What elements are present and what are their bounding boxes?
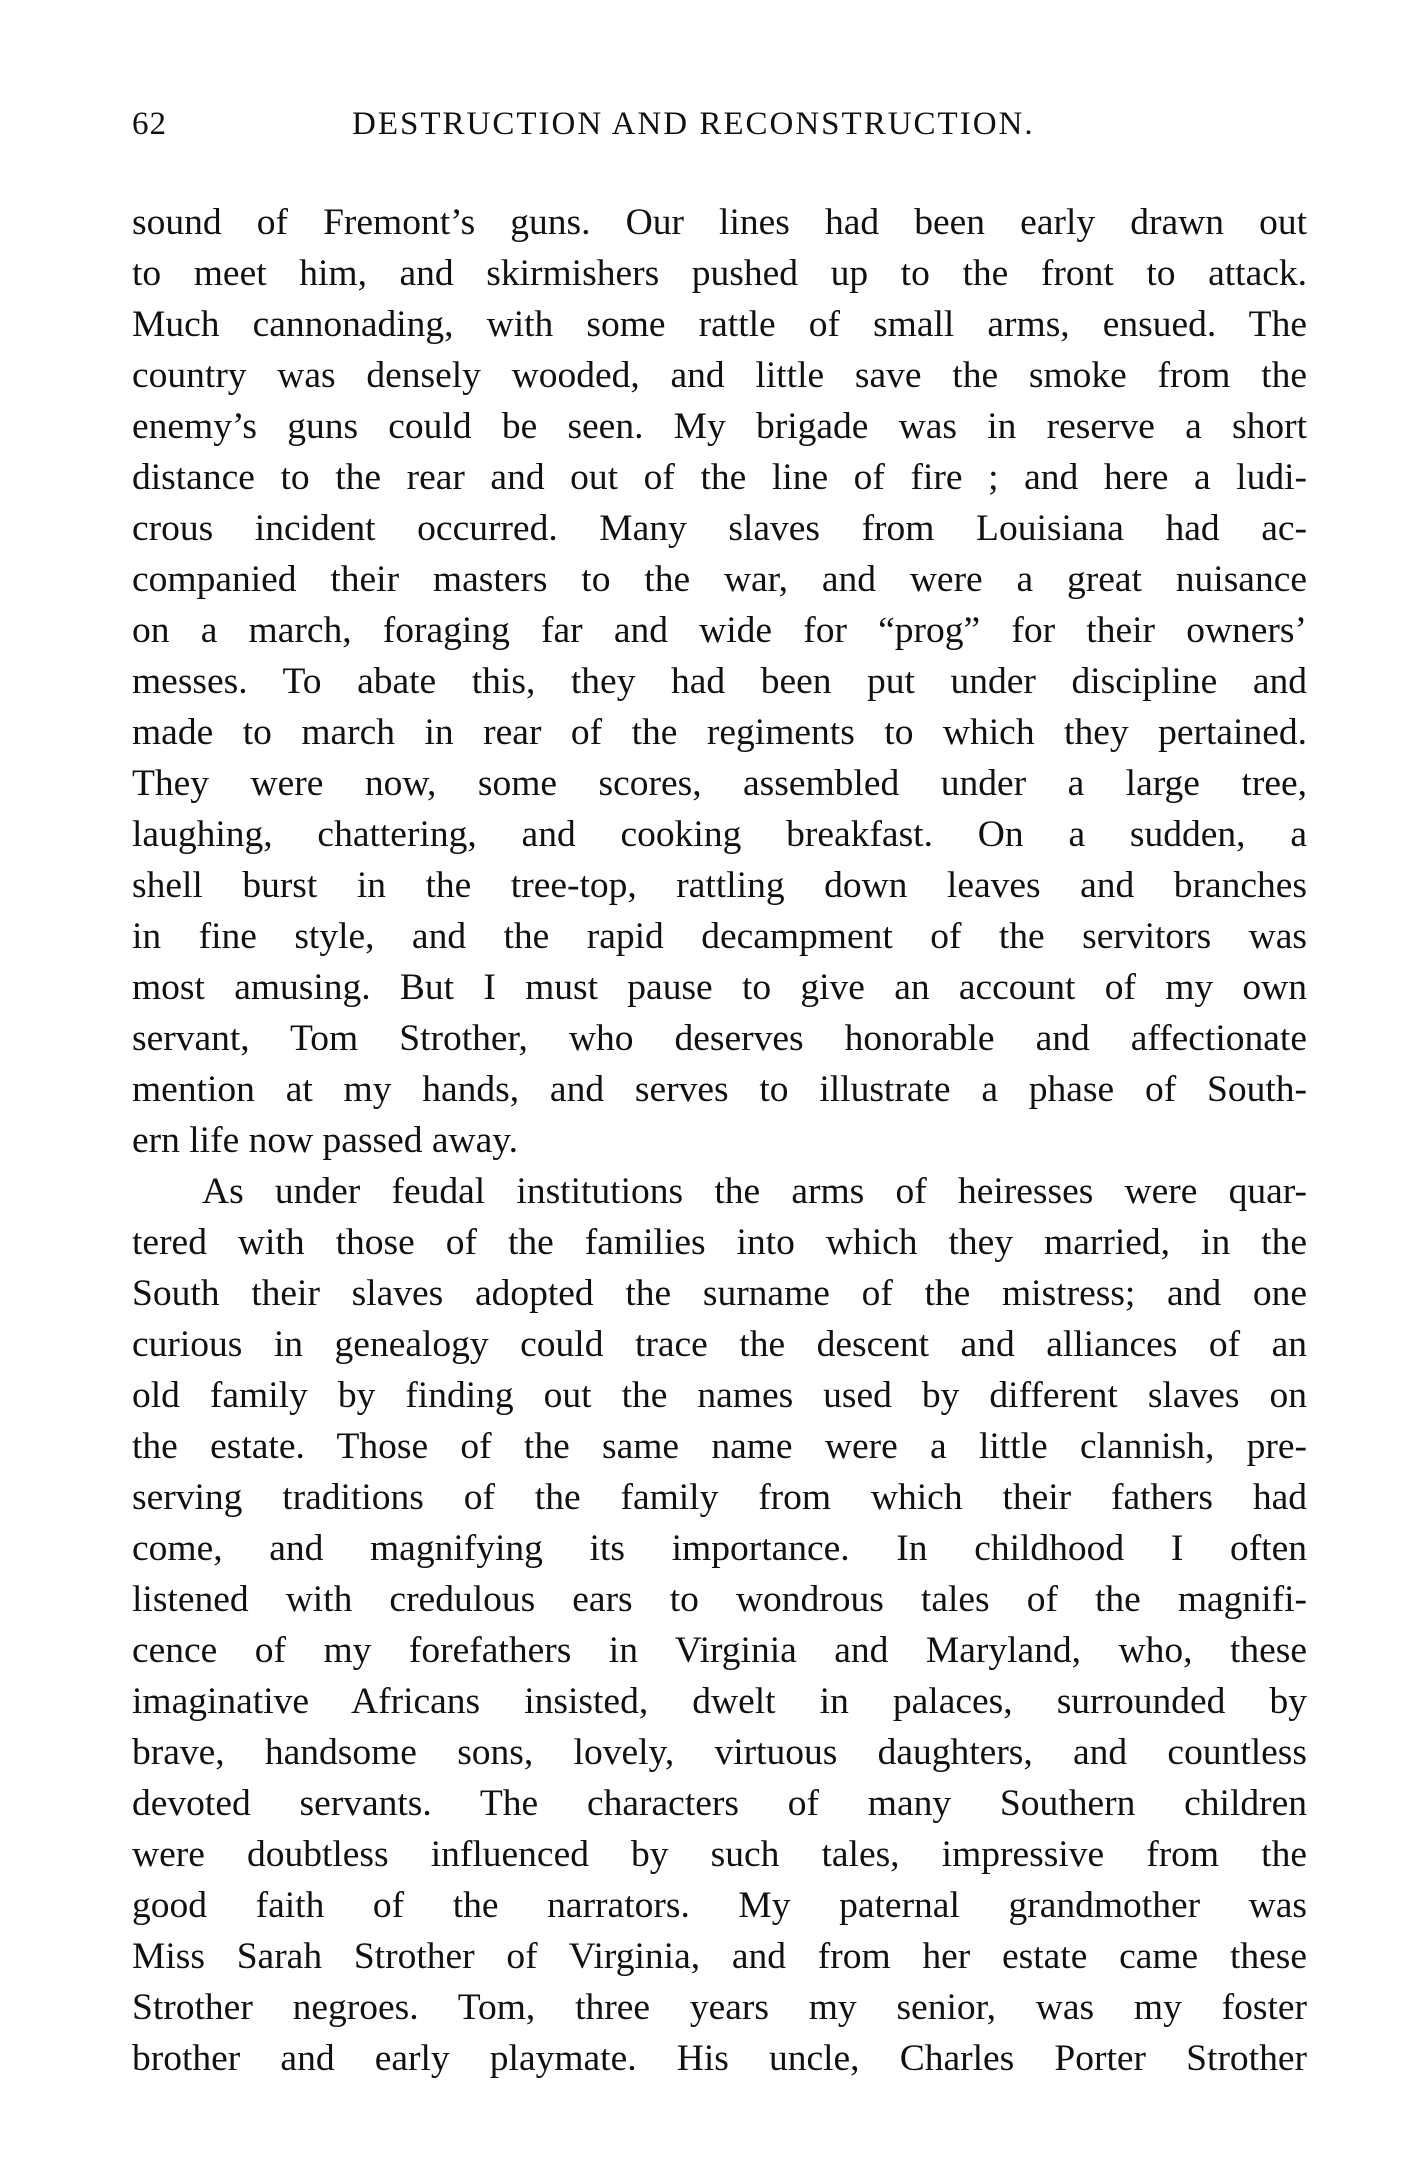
text-line: country was densely wooded, and little save the smoke from the <box>132 355 1307 396</box>
text-line: shell burst in the tree-top, rattling down leaves and branches <box>132 865 1307 906</box>
text-line: come, and magnifying its importance. In childhood I often <box>132 1528 1307 1569</box>
text-line: ern life now passed away. <box>132 1120 518 1161</box>
text-line: curious in genealogy could trace the descent and alliances of an <box>132 1324 1307 1365</box>
text-line: were doubtless influenced by such tales, impressive from the <box>132 1834 1307 1875</box>
text-line: Strother negroes. Tom, three years my senior, was my foster <box>132 1987 1307 2028</box>
text-line: in fine style, and the rapid decampment of the servitors was <box>132 916 1307 957</box>
text-line: made to march in rear of the regiments to which they pertained. <box>132 712 1307 753</box>
text-line: South their slaves adopted the surname of the mistress; and one <box>132 1273 1307 1314</box>
text-line: As under feudal institutions the arms of heiresses were quar- <box>202 1171 1307 1212</box>
text-line: most amusing. But I must pause to give an account of my own <box>132 967 1307 1008</box>
text-line: on a march, foraging far and wide for “prog” for their owners’ <box>132 610 1307 651</box>
text-line: brother and early playmate. His uncle, Charles Porter Strother <box>132 2038 1307 2079</box>
text-line: tered with those of the families into which they married, in the <box>132 1222 1307 1263</box>
text-line: They were now, some scores, assembled under a large tree, <box>132 763 1307 804</box>
text-line: brave, handsome sons, lovely, virtuous daughters, and countless <box>132 1732 1307 1773</box>
text-line: companied their masters to the war, and were a great nuisance <box>132 559 1307 600</box>
text-line: cence of my forefathers in Virginia and Maryland, who, these <box>132 1630 1307 1671</box>
text-line: mention at my hands, and serves to illustrate a phase of South- <box>132 1069 1307 1110</box>
text-line: imaginative Africans insisted, dwelt in palaces, surrounded by <box>132 1681 1307 1722</box>
body-text <box>132 197 1307 2084</box>
text-line: messes. To abate this, they had been put under discipline and <box>132 661 1307 702</box>
text-line: to meet him, and skirmishers pushed up to the front to attack. <box>132 253 1307 294</box>
text-line: crous incident occurred. Many slaves from Louisiana had ac- <box>132 508 1307 549</box>
text-line: sound of Fremont’s guns. Our lines had been early drawn out <box>132 202 1307 243</box>
text-line: enemy’s guns could be seen. My brigade was in reserve a short <box>132 406 1307 447</box>
page-header <box>132 106 1298 156</box>
text-line: distance to the rear and out of the line of fire ; and here a ludi- <box>132 457 1307 498</box>
text-line: servant, Tom Strother, who deserves honorable and affectionate <box>132 1018 1307 1059</box>
text-line: old family by finding out the names used by different slaves on <box>132 1375 1307 1416</box>
page-number: 62 <box>132 106 167 142</box>
running-head: DESTRUCTION AND RECONSTRUCTION. <box>352 106 1035 142</box>
text-line: listened with credulous ears to wondrous tales of the magnifi- <box>132 1579 1307 1620</box>
text-line: Much cannonading, with some rattle of small arms, ensued. The <box>132 304 1307 345</box>
text-line: the estate. Those of the same name were a little clannish, pre- <box>132 1426 1307 1467</box>
text-line: good faith of the narrators. My paternal grandmother was <box>132 1885 1307 1926</box>
text-line: Miss Sarah Strother of Virginia, and from her estate came these <box>132 1936 1307 1977</box>
text-line: devoted servants. The characters of many Southern children <box>132 1783 1307 1824</box>
text-line: serving traditions of the family from which their fathers had <box>132 1477 1307 1518</box>
text-line: laughing, chattering, and cooking breakfast. On a sudden, a <box>132 814 1307 855</box>
